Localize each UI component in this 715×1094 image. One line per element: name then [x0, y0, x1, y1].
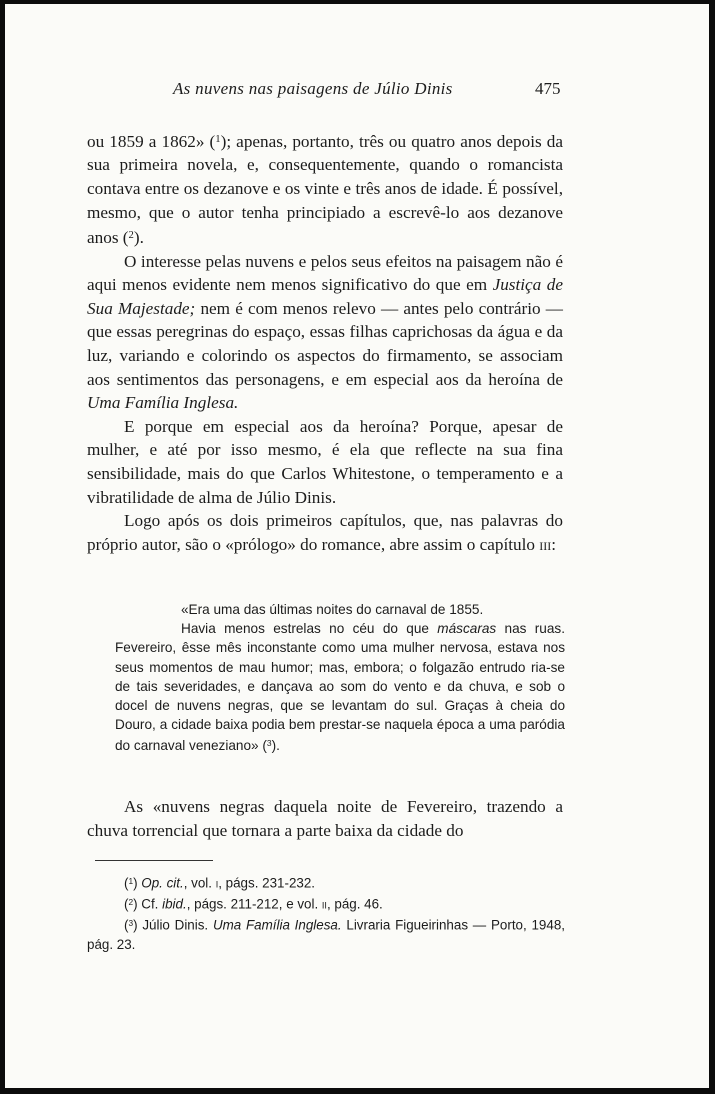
text-run: máscaras	[437, 621, 497, 637]
footnote-ref: 3	[128, 918, 134, 929]
text-run: Uma Família Inglesa.	[212, 918, 342, 934]
text-run: i	[215, 875, 219, 891]
paragraph	[87, 509, 563, 556]
text-run: , págs. 211-212, e vol.	[186, 896, 322, 912]
text-run: (	[124, 896, 129, 912]
text-run: , págs. 231-232.	[218, 875, 316, 891]
footnote-ref: 1	[128, 876, 134, 886]
text-run: (	[124, 875, 129, 891]
body-text	[87, 128, 563, 556]
footnote	[87, 872, 565, 893]
footnote	[87, 914, 565, 955]
text-run: Justiça de Sua Majestade;	[87, 275, 563, 318]
text-run: Op. cit.	[141, 875, 184, 891]
text-run: , pág. 46.	[326, 896, 383, 912]
quote-paragraph	[115, 619, 565, 755]
text-run: Uma Família Inglesa.	[87, 393, 239, 413]
text-run: nem é com menos relevo — antes pelo contrário — que essas peregrinas do espaço, essas filhas caprichosas da água e da luz, variando e colorindo os aspectos do firmamento, se associam aos sentimentos das personagens, e em especial aos da heroína de	[87, 298, 563, 389]
paragraph	[87, 795, 563, 843]
text-run: )	[133, 875, 142, 891]
text-run: ou 1859 a 1862» (	[87, 131, 216, 151]
paragraph	[87, 415, 563, 509]
text-run: As «nuvens negras daquela noite de Fevereiro, trazendo a chuva torrencial que tornara a parte baixa da cidade do	[87, 797, 563, 840]
text-run: ); apenas, portanto, três ou quatro anos depois da sua primeira novela, e, consequentemente, quando o romancista contava entre os dezanove e os vinte e três anos de idade. É possível, mesmo, que o autor tenha principiado a escrevê-lo aos dezanove anos (	[87, 131, 563, 247]
footnote-ref: 1	[215, 134, 221, 145]
text-run: iii	[539, 534, 552, 554]
text-run: :	[551, 534, 557, 554]
text-run: O interesse pelas nuvens e pelos seus efeitos na paisagem não é aqui menos evidente nem menos significativo do que em	[87, 251, 563, 295]
text-run: ).	[271, 738, 280, 754]
text-run: , vol.	[183, 875, 216, 891]
book-page	[5, 4, 709, 1088]
footnote-divider	[95, 860, 213, 861]
text-run: Logo após os dois primeiros capítulos, que, nas palavras do próprio autor, são o «prólogo» do romance, abre assim o capítulo	[87, 511, 563, 554]
footnotes	[87, 872, 565, 955]
text-run: (	[124, 918, 129, 934]
text-run: Livraria Figueirinhas — Porto, 1948, pág. 23.	[87, 918, 565, 953]
text-run: «Era uma das últimas noites do carnaval de 1855.	[181, 602, 484, 617]
text-run: ii	[321, 896, 327, 912]
paragraph	[87, 128, 563, 250]
block-quote	[115, 600, 565, 755]
footnote	[87, 893, 565, 914]
text-run: ).	[133, 227, 144, 247]
page-number: 475	[535, 79, 561, 98]
running-title: As nuvens nas paisagens de Júlio Dinis	[173, 79, 453, 98]
text-run: ) Júlio Dinis.	[133, 918, 213, 934]
text-run: ) Cf.	[133, 896, 163, 912]
text-run: Havia menos estrelas no céu do que	[181, 621, 438, 637]
text-run: nas ruas. Fevereiro, êsse mês inconstante como uma mulher nervosa, estava nos seus momentos de mau humor; mas, embora; o folgazão entrudo ria-se de tais severidades, e dançava ao som do vento e da chuva, e sob o docel de nuvens negras, que se levantam do sul. Graças à cheia do Douro, a cidade baixa podia bem prestar-se naquela época a uma paródia do carnaval veneziano» (	[115, 621, 565, 754]
quote-line	[115, 600, 565, 619]
text-run: ibid.	[162, 896, 187, 912]
closing-text	[87, 795, 563, 843]
footnote-ref: 2	[128, 897, 134, 908]
paragraph	[87, 250, 563, 415]
text-run: E porque em especial aos da heroína? Porque, apesar de mulher, e até por isso mesmo, é ela que reflecte na sua fina sensibilidade, mais do que Carlos Whitestone, o temperamento e a vibratilidade de alma de Júlio Dinis.	[87, 416, 563, 507]
footnote-ref: 2	[128, 230, 134, 242]
footnote-ref: 3	[266, 738, 272, 749]
